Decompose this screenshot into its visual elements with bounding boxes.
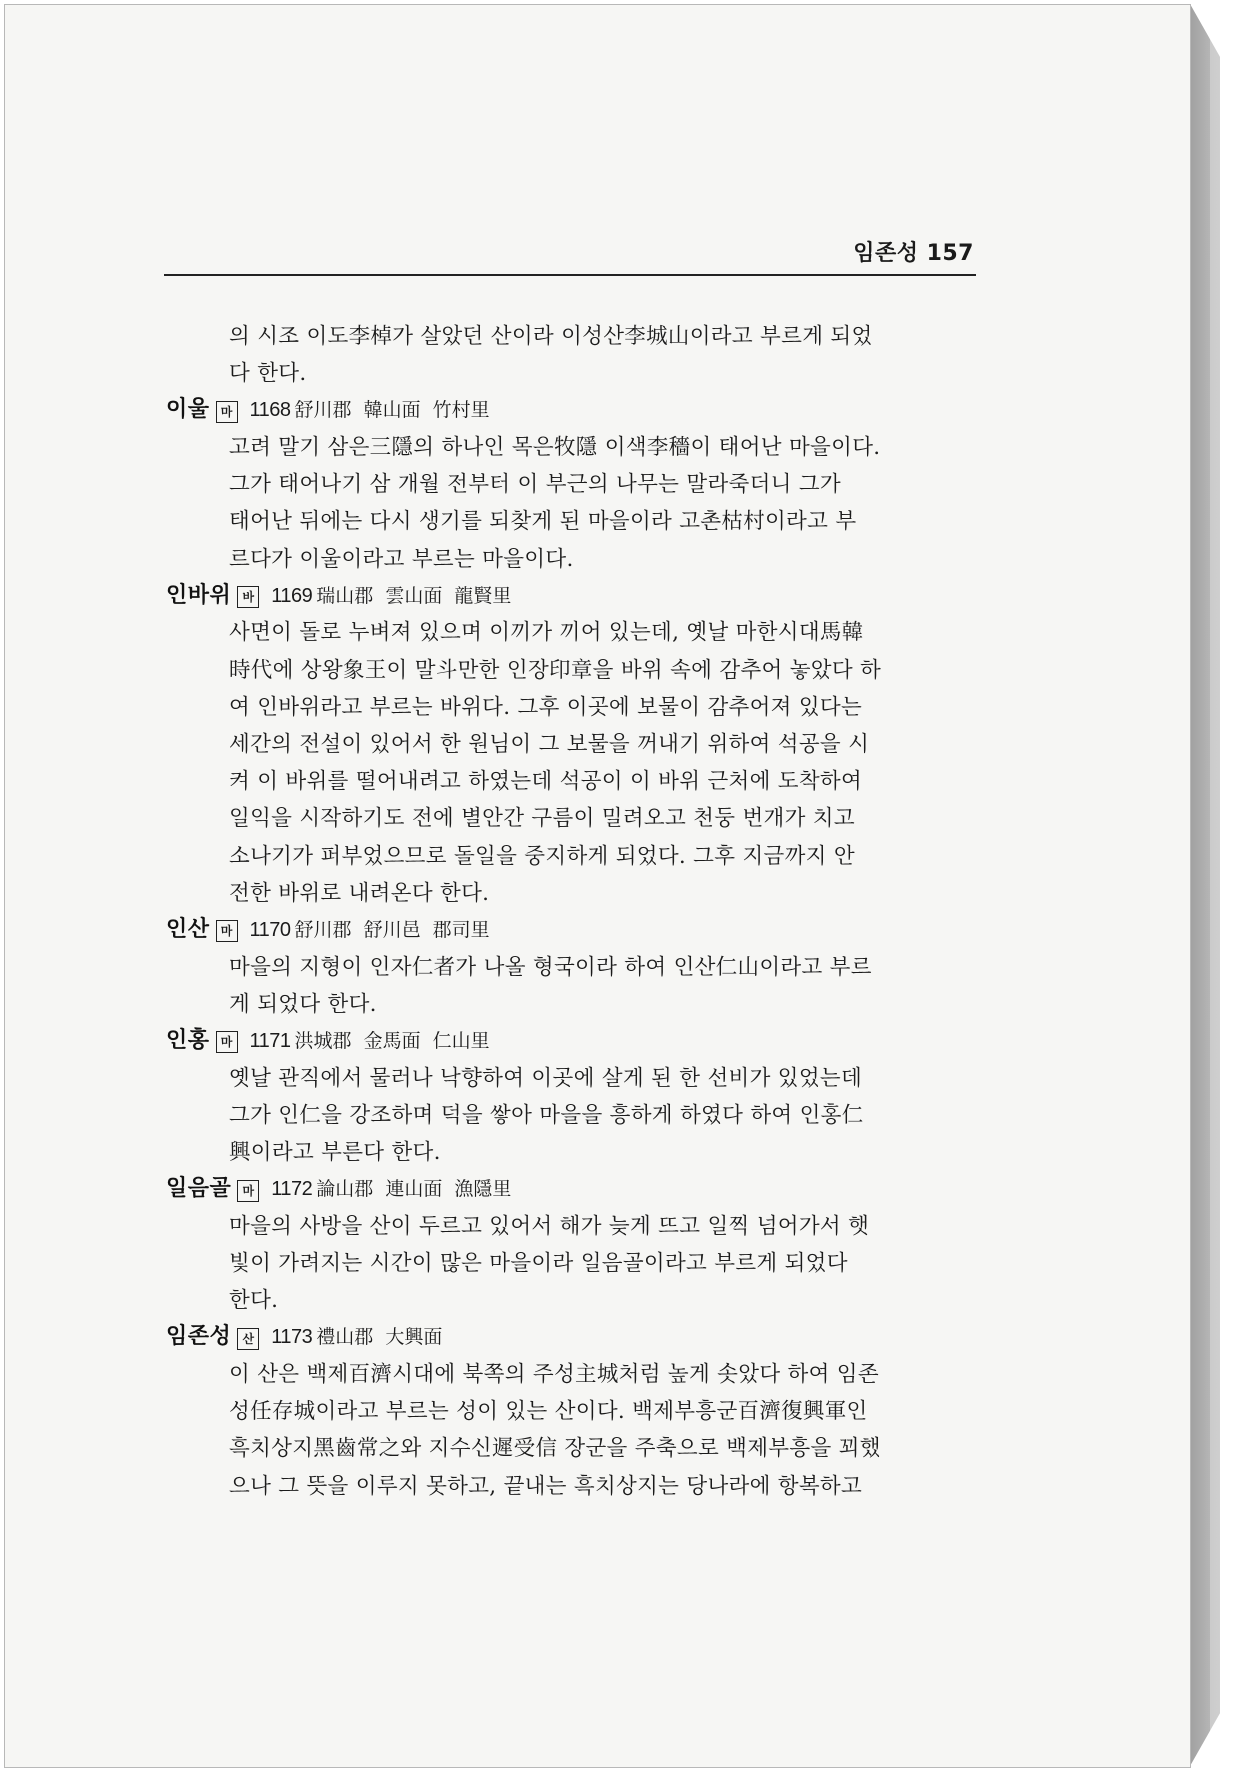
entry-number: 1171 (249, 1030, 291, 1053)
page-edge-shadow-inner (1190, 4, 1240, 1766)
page-number: 157 (926, 241, 974, 266)
entry-1170 (166, 912, 978, 1023)
entry-text: 고려 말기 삼은三隱의 하나인 목은牧隱 이색李穡이 태어난 마을이다. 그가 태어나기 삼 개월 전부터 이 부근의 나무는 말라죽더니 그가 태어난 뒤에는 다시 생기를 되찾게 된 마을이라 고촌枯村이라고 부 르다가 이울이라고 부르는 마을이다. (229, 435, 881, 572)
entry-name: 인산 (166, 917, 210, 943)
page-body (166, 318, 978, 1505)
entry-heading (166, 578, 978, 615)
entry-text: 사면이 돌로 누벼져 있으며 이끼가 끼어 있는데, 옛날 마한시대馬韓 時代에 상왕象王이 말斗만한 인장印章을 바위 속에 감추어 놓았다 하 여 인바위라고 부르는 바위다. 그후 이곳에 보물이 감추어져 있다는 세간의 전설이 있어서 한 원님이 그 보물을 꺼내기 위하여 석공을 시 켜 이 바위를 떨어내려고 하였는데 석공이 이 바위 근처에 도착하여 일익을 시작하기도 전에 별안간 구름이 밀려오고 천둥 번개가 치고 소나기가 퍼부었으므로 돌일을 중지하게 되었다. 그후 지금까지 안 전한 바위로 내려온다 한다. (229, 620, 882, 906)
entry-heading (166, 1319, 978, 1356)
entry-type-badge: 마 (216, 920, 238, 942)
entry-name: 이울 (166, 397, 210, 423)
entry-number: 1173 (271, 1326, 313, 1349)
intro-paragraph: 의 시조 이도李棹가 살았던 산이라 이성산李城山이라고 부르게 되었 다 한다. (229, 324, 873, 387)
entry-text: 옛날 관직에서 물러나 낙향하여 이곳에 살게 된 한 선비가 있었는데 그가 인仁을 강조하며 덕을 쌓아 마을을 흥하게 하였다 하여 인홍仁 興이라고 부른다 한다. (229, 1065, 864, 1166)
entry-location: 舒川郡 舒川邑 郡司里 (294, 919, 490, 942)
entry-1172 (166, 1171, 978, 1319)
entry-number: 1169 (271, 584, 313, 607)
entry-text: 이 산은 백제百濟시대에 북쪽의 주성主城처럼 높게 솟았다 하여 임존 성任存城이라고 부르는 성이 있는 산이다. 백제부흥군百濟復興軍인 흑치상지黑齒常之와 지수신遲受信 장군을 주축으로 백제부흥을 꾀했 으나 그 뜻을 이루지 못하고, 끝내는 흑치상지는 당나라에 항복하고 (229, 1362, 881, 1499)
entry-heading (166, 1023, 978, 1060)
entry-text: 마을의 지형이 인자仁者가 나올 형국이라 하여 인산仁山이라고 부르 게 되었다 한다. (229, 954, 872, 1017)
entry-location: 瑞山郡 雲山面 龍賢里 (316, 584, 512, 607)
entry-location: 洪城郡 金馬面 仁山里 (294, 1030, 490, 1053)
entry-1168 (166, 392, 978, 577)
entry-location: 論山郡 連山面 漁隱里 (316, 1178, 512, 1201)
page-header (164, 234, 976, 276)
entry-text: 마을의 사방을 산이 두르고 있어서 해가 늦게 뜨고 일찍 넘어가서 햇 빛이 가려지는 시간이 많은 마을이라 일음골이라고 부르게 되었다 한다. (229, 1213, 870, 1314)
entry-type-badge: 마 (216, 401, 238, 423)
entry-name: 인바위 (166, 582, 232, 608)
entry-type-badge: 마 (216, 1031, 238, 1053)
entry-1173 (166, 1319, 978, 1504)
entry-name: 일음골 (166, 1176, 232, 1202)
entry-name: 임존성 (166, 1324, 232, 1350)
entry-name: 인홍 (166, 1028, 210, 1054)
entry-heading (166, 912, 978, 949)
entry-heading (166, 1171, 978, 1208)
running-title: 임존성 (853, 241, 919, 266)
entry-type-badge: 마 (237, 1180, 259, 1202)
entry-heading (166, 392, 978, 429)
entry-1171 (166, 1023, 978, 1171)
entry-type-badge: 바 (237, 586, 259, 608)
entry-location: 舒川郡 韓山面 竹村里 (294, 399, 490, 422)
running-head (853, 236, 974, 267)
entry-location: 禮山郡 大興面 (316, 1326, 443, 1349)
entry-1169 (166, 578, 978, 912)
entry-type-badge: 산 (237, 1328, 259, 1350)
entry-number: 1168 (249, 399, 291, 422)
entry-number: 1172 (271, 1178, 313, 1201)
entry-number: 1170 (249, 919, 291, 942)
